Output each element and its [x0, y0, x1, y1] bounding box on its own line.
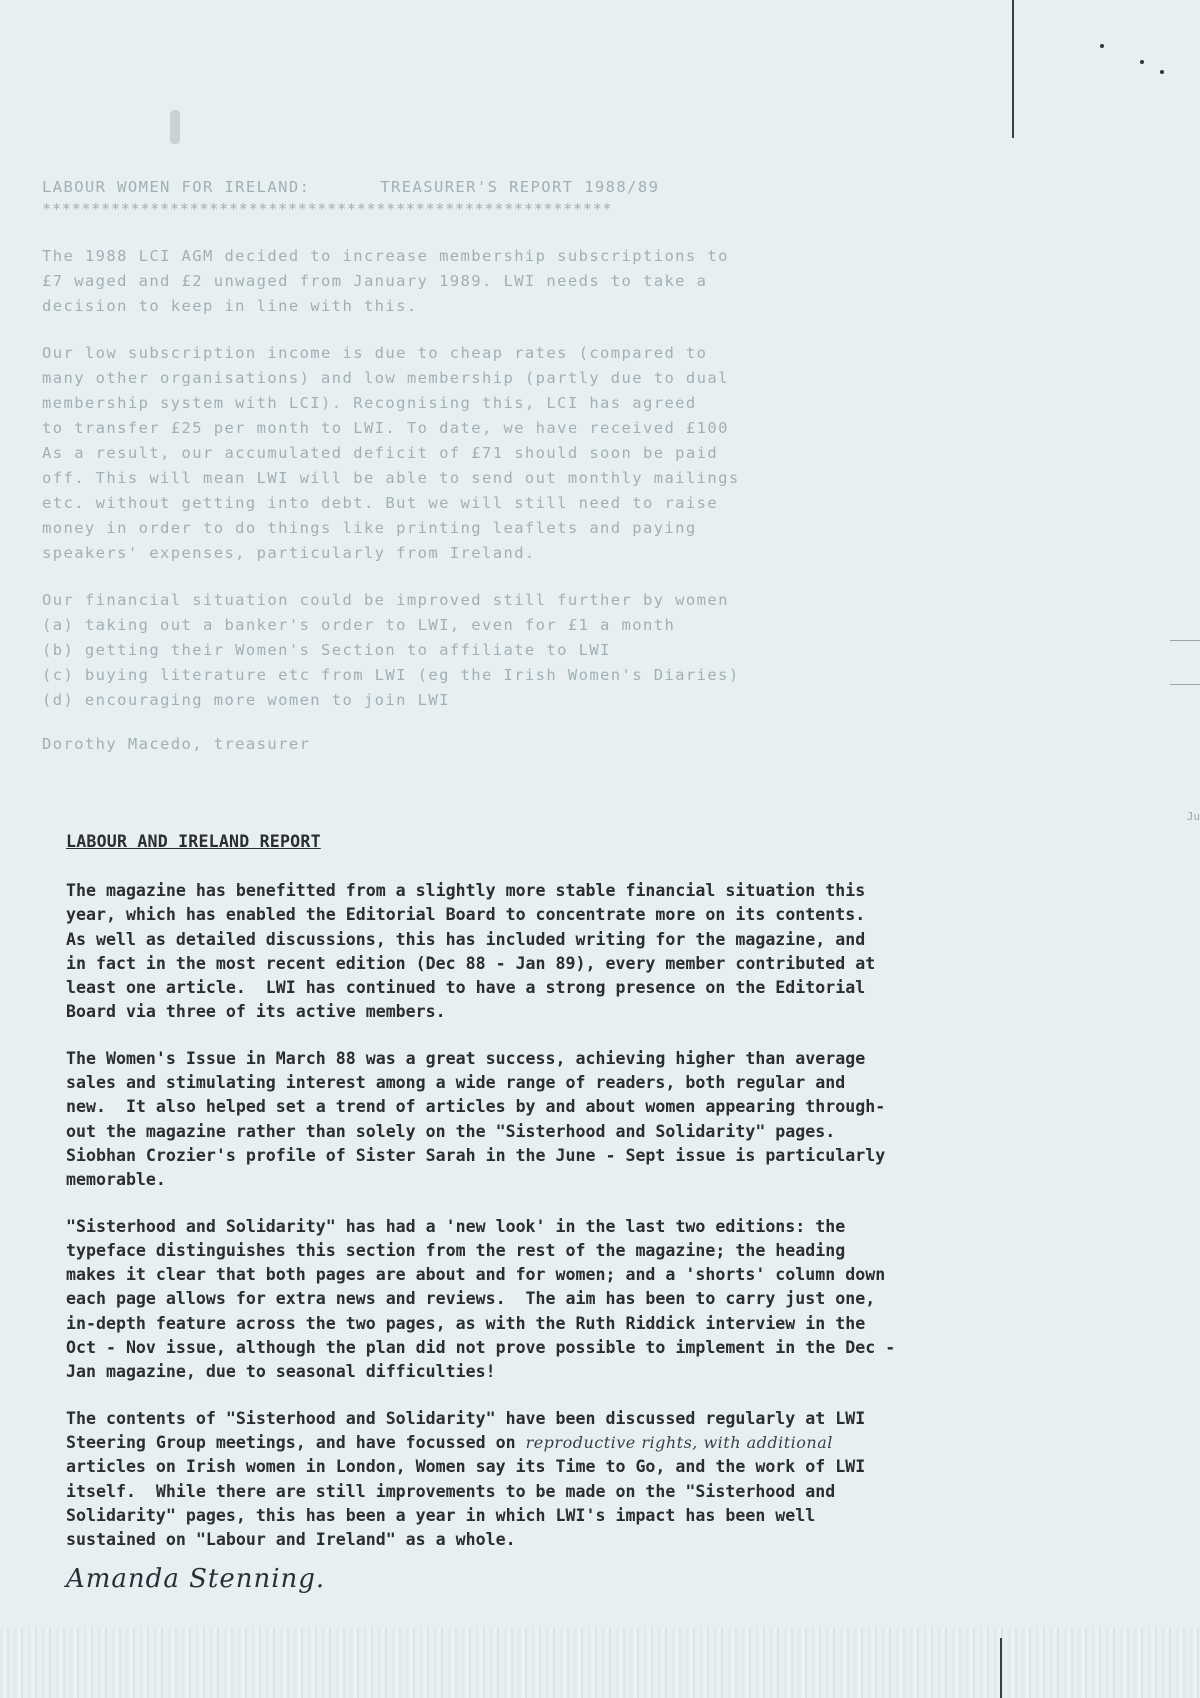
scan-edge-line-bottom: [1000, 1638, 1002, 1698]
text-line: new. It also helped set a trend of articles by and about women appearing through-: [66, 1097, 886, 1117]
text-line: speakers' expenses, particularly from Ireland.: [42, 544, 536, 562]
scan-speck: [1140, 60, 1144, 64]
report-paragraph-4: [66, 1407, 1096, 1553]
text-line: Our financial situation could be improved still further by women: [42, 591, 729, 609]
text-line: The Women's Issue in March 88 was a great success, achieving higher than average: [66, 1048, 866, 1068]
edge-text: Ju: [1186, 810, 1200, 823]
text-line: out the magazine rather than solely on the "Sisterhood and Solidarity" pages.: [66, 1121, 836, 1141]
text-line: decision to keep in line with this.: [42, 297, 418, 315]
text-line: Siobhan Crozier's profile of Sister Sarah in the June - Sept issue is particularly: [66, 1145, 886, 1165]
text-line: many other organisations) and low membership (partly due to dual: [42, 369, 729, 387]
text-line: Oct - Nov issue, although the plan did not prove possible to implement in the Dec -: [66, 1338, 896, 1358]
treasurer-paragraph-2: [42, 341, 1022, 566]
treasurer-paragraph-3: [42, 588, 1022, 713]
text-line: [66, 1431, 1096, 1455]
handwritten-insertion: reproductive rights, with additional: [525, 1432, 833, 1452]
report-paragraph-1: [66, 879, 1096, 1025]
text-line: sustained on "Labour and Ireland" as a whole.: [66, 1530, 516, 1550]
report-paragraph-3: [66, 1215, 1096, 1385]
text-line: As a result, our accumulated deficit of £71 should soon be paid: [42, 444, 719, 462]
text-line: least one article. LWI has continued to have a strong presence on the Editorial: [66, 978, 866, 998]
treasurer-header-right: TREASURER'S REPORT 1988/89: [380, 178, 660, 196]
treasurer-header: [42, 178, 1022, 196]
text-line: money in order to do things like printing leaflets and paying: [42, 519, 697, 537]
scan-edge-line-top: [1012, 0, 1014, 138]
text-line: memorable.: [66, 1170, 166, 1190]
scan-smudge: [170, 110, 180, 144]
labour-ireland-report: [66, 832, 1096, 1594]
text-line: Jan magazine, due to seasonal difficulties!: [66, 1362, 496, 1382]
text-line: to transfer £25 per month to LWI. To date, we have received £100: [42, 419, 729, 437]
treasurer-header-left: LABOUR WOMEN FOR IRELAND:: [42, 178, 311, 196]
text-line: off. This will mean LWI will be able to send out monthly mailings: [42, 469, 740, 487]
text-line: (a) taking out a banker's order to LWI, even for £1 a month: [42, 616, 676, 634]
scan-noise-strip: [0, 1628, 1200, 1698]
text-line: As well as detailed discussions, this has included writing for the magazine, and: [66, 929, 866, 949]
text-line: The magazine has benefitted from a slightly more stable financial situation this: [66, 881, 866, 900]
text-line: £7 waged and £2 unwaged from January 1989. LWI needs to take a: [42, 272, 708, 290]
text-line: The 1988 LCI AGM decided to increase membership subscriptions to: [42, 247, 729, 265]
edge-dash: [1170, 640, 1200, 641]
text-line: in-depth feature across the two pages, as with the Ruth Riddick interview in the: [66, 1313, 866, 1333]
text-fragment: Steering Group meetings, and have focussed on: [66, 1432, 526, 1452]
treasurer-paragraph-1: [42, 244, 1022, 319]
text-line: year, which has enabled the Editorial Board to concentrate more on its contents.: [66, 905, 866, 925]
text-line: itself. While there are still improvements to be made on the "Sisterhood and: [66, 1481, 836, 1501]
text-line: The contents of "Sisterhood and Solidarity" have been discussed regularly at LWI: [66, 1408, 866, 1428]
text-line: (d) encouraging more women to join LWI: [42, 691, 450, 709]
text-line: sales and stimulating interest among a wide range of readers, both regular and: [66, 1073, 846, 1093]
scan-speck: [1100, 44, 1104, 48]
text-line: "Sisterhood and Solidarity" has had a 'new look' in the last two editions: the: [66, 1216, 846, 1236]
text-line: Our low subscription income is due to cheap rates (compared to: [42, 344, 708, 362]
text-line: etc. without getting into debt. But we will still need to raise: [42, 494, 719, 512]
text-line: each page allows for extra news and reviews. The aim has been to carry just one,: [66, 1289, 876, 1309]
asterisk-rule: **********************************************************: [42, 200, 613, 218]
edge-dash: [1170, 684, 1200, 685]
scan-speck: [1160, 70, 1164, 74]
text-line: in fact in the most recent edition (Dec 88 - Jan 89), every member contributed at: [66, 953, 876, 973]
text-line: makes it clear that both pages are about and for women; and a 'shorts' column down: [66, 1265, 886, 1285]
text-line: membership system with LCI). Recognising this, LCI has agreed: [42, 394, 697, 412]
report-paragraph-2: [66, 1047, 1096, 1193]
report-title: LABOUR AND IRELAND REPORT: [66, 832, 321, 851]
text-line: articles on Irish women in London, Women say its Time to Go, and the work of LWI: [66, 1457, 866, 1477]
treasurer-signoff: Dorothy Macedo, treasurer: [42, 735, 311, 753]
text-line: typeface distinguishes this section from the rest of the magazine; the heading: [66, 1240, 846, 1260]
treasurer-report: [42, 178, 1022, 753]
handwritten-signature: Amanda Stenning.: [66, 1564, 326, 1595]
text-line: (b) getting their Women's Section to affiliate to LWI: [42, 641, 611, 659]
text-line: Board via three of its active members.: [66, 1002, 446, 1022]
text-line: Solidarity" pages, this has been a year in which LWI's impact has been well: [66, 1505, 816, 1525]
text-line: (c) buying literature etc from LWI (eg the Irish Women's Diaries): [42, 666, 740, 684]
